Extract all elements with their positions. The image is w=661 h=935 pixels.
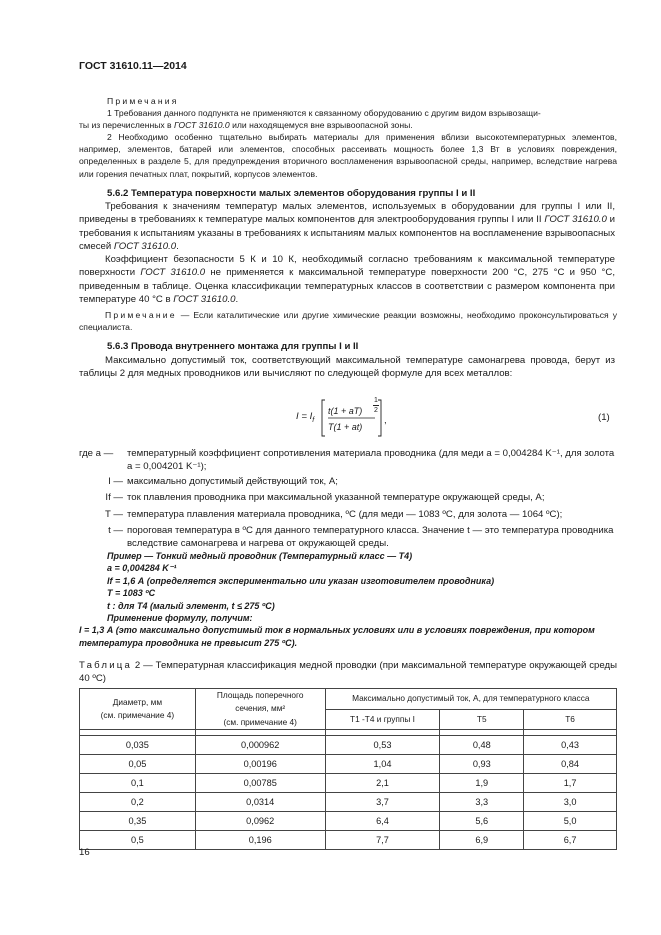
definition-item: где a — температурный коэффициент сопротивления материала проводника (для меди a = 0,004284 K⁻¹, для золота a = 0,004201 K⁻¹); xyxy=(79,448,615,473)
header-t6: Т6 xyxy=(524,709,617,730)
note-1-line1: 1 Требования данного подпункта не применяются к связанному оборудованию с другим видом взрывозащи- xyxy=(107,108,541,118)
table-row: 0,5 0,196 7,7 6,9 6,7 xyxy=(80,831,617,850)
table-row: 0,1 0,00785 2,1 1,9 1,7 xyxy=(80,774,617,793)
header-t5: Т5 xyxy=(440,709,524,730)
formula-exponent: 1 2 xyxy=(374,397,378,414)
temperature-table xyxy=(79,688,617,850)
formula-numerator: t(1 + aT) xyxy=(328,406,363,416)
table-row: 0,2 0,0314 3,7 3,3 3,0 xyxy=(80,793,617,812)
table-row: 0,035 0,000962 0,53 0,48 0,43 xyxy=(80,736,617,755)
formula-number: (1) xyxy=(598,412,610,423)
example-block: Пример — Тонкий медный проводник (Температурный класс — Т4) a = 0,004284 K⁻¹ If = 1,6 А (определяется экспериментально или указан изготовителем проводника) T = 1083 ºС t : для Т4 (малый элемент, t ≤ 275 ºС) Применение формулу, получим: I = 1,3 А (это максимально допустимый ток в нормальных условиях или в условиях повреждения, при котором температура проводника не превысит 275 ºС). xyxy=(79,551,595,648)
header-diameter: Диаметр, мм (см. примечание 4) xyxy=(80,689,196,730)
header-area: Площадь поперечного сечения, мм² (см. примечание 4) xyxy=(195,689,325,730)
section-563-heading: 5.6.3 Провода внутреннего монтажа для группы I и II xyxy=(107,341,359,352)
header-max-current: Максимально допустимый ток, А, для температурного класса xyxy=(325,689,616,710)
note-1-line2: ты из перечисленных в ГОСТ 31610.0 или находящемуся вне взрывоопасной зоны. xyxy=(79,120,413,131)
definition-item: t — пороговая температура в ºС для данного температурного класса. Значение t — это температура проводника вследствие самонагрева и нагрева от окружающей среды. xyxy=(108,525,614,550)
section-562-para2: Коэффициент безопасности 5 К и 10 К, необходимый согласно требованиям к максимальной температуре поверхности ГОСТ 31610.0 не применяется к максимальной температуре поверхности 200 °С, 275 °С и 950 °С, приведенным в таблице. Оценка классификации температурных классов в соответствии с размером компонента при температуре 40 °С в ГОСТ 31610.0. xyxy=(79,254,615,306)
section-562-note: Примечание — Если каталитические или другие химические реакции возможны, необходимо проконсультироваться у специалиста. xyxy=(79,310,617,333)
section-562-para1: Требования к значениям температур малых элементов, используемых в оборудовании для группы I или II, приведены в требованиях к температуре малых компонентов для электрооборудования группы I или II ГОСТ 31610.0 и требования к испытаниям указаны в требованиях к испытаниям малых компонентов на воспламенение взрывоопасных смесей ГОСТ 31610.0. xyxy=(79,201,616,253)
section-563-para1: Максимально допустимый ток, соответствующий максимальной температуре самонагрева провода, берут из таблицы 2 для медных проводников или вычисляют по следующей формуле для всех металлов: xyxy=(79,355,615,380)
header-t1-t4: Т1 -Т4 и группы I xyxy=(325,709,440,730)
notes-title: Примечания xyxy=(107,96,179,106)
definition-item: T — температура плавления материала проводника, ºС (для меди — 1083 ºС, для золота — 1064 ºС); xyxy=(105,508,563,520)
table-row: 0,35 0,0962 6,4 5,6 5,0 xyxy=(80,812,617,831)
note-1 xyxy=(79,107,617,131)
section-562-heading: 5.6.2 Температура поверхности малых элементов оборудования группы I и II xyxy=(107,188,476,199)
page-number: 16 xyxy=(79,847,90,858)
formula-definitions xyxy=(79,447,619,551)
document-header: ГОСТ 31610.11—2014 xyxy=(79,60,187,72)
note-2: 2 Необходимо особенно тщательно выбирать материалы для применения вблизи высокотемпературных элементов, например, элементов, батарей или элементов, способных рассеивать мощность более 1,3 Вт в условиях повреждения, определенных в разделе 5, для предупреждения вторичного воспламенения взрывоопасной среды, например, вследствие нагрева или горения печатных плат, покрытий, корпусов элементов. xyxy=(79,132,617,179)
table-header-row xyxy=(80,689,617,710)
table-caption: Таблица 2 — Температурная классификация медной проводки (при максимальной температуре окружающей среды 40 ºС) xyxy=(79,660,617,685)
formula-lhs: $I = I_f$ xyxy=(296,411,315,424)
definition-item: If — ток плавления проводника при максимальной указанной температуре окружающей среды, А; xyxy=(105,492,545,504)
formula-comma: , xyxy=(384,415,387,426)
table-row: 0,05 0,00196 1,04 0,93 0,84 xyxy=(80,755,617,774)
formula-denominator: T(1 + at) xyxy=(328,422,363,432)
definition-item: I — максимально допустимый действующий ток, А; xyxy=(108,475,338,487)
